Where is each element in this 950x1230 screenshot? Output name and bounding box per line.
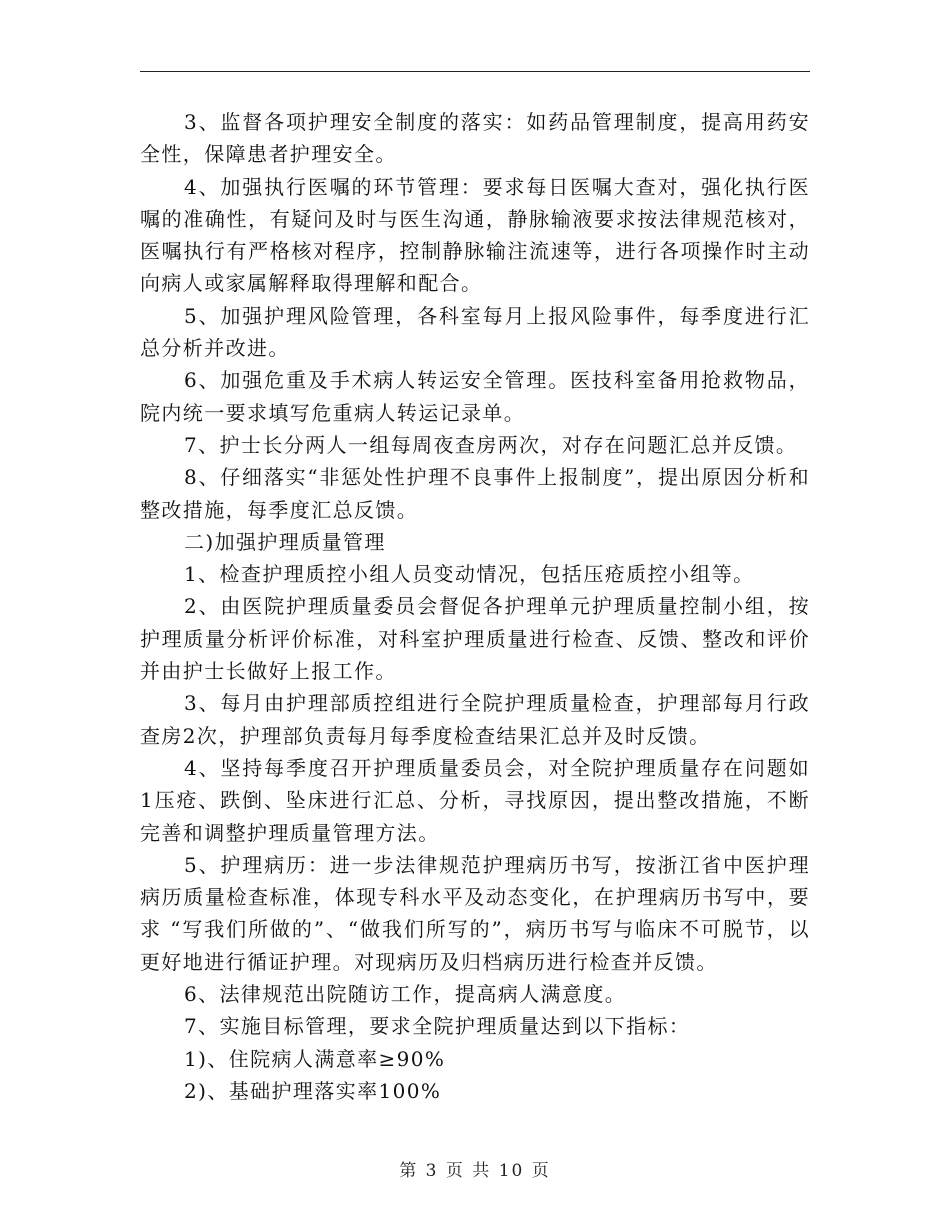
paragraph-safety-5: 5、加强护理风险管理，各科室每月上报风险事件，每季度进行汇总分析并改进。: [140, 303, 810, 361]
paragraph-safety-3: 3、监督各项护理安全制度的落实：如药品管理制度，提高用药安全性，保障患者护理安全。: [140, 110, 810, 167]
paragraph-quality-2: 2、由医院护理质量委员会督促各护理单元护理质量控制小组，按护理质量分析评价标准，对科室护理质量进行检查、反馈、整改和评价并由护士长做好上报工作。: [140, 594, 810, 684]
paragraph-quality-5: 5、护理病历：进一步法律规范护理病历书写，按浙江省中医护理病历质量检查标准，体现专科水平及动态变化，在护理病历书写中，要求 “写我们所做的”、“做我们所写的”，病历书写与临床不可脱节，以更好地进行循证护理。对现病历及归档病历进行检查并反馈。: [140, 852, 810, 974]
document-body: [140, 106, 810, 1107]
section-heading: 二)加强护理质量管理: [184, 529, 386, 554]
paragraph-quality-3: 3、每月由护理部质控组进行全院护理质量检查，护理部每月行政查房2次，护理部负责每月每季度检查结果汇总并及时反馈。: [140, 691, 810, 748]
paragraph-quality-7: 7、实施目标管理，要求全院护理质量达到以下指标：: [184, 1014, 691, 1039]
paragraph-safety-7: 7、护士长分两人一组每周夜查房两次，对存在问题汇总并反馈。: [184, 432, 798, 457]
paragraph-safety-6: 6、加强危重及手术病人转运安全管理。医技科室备用抢救物品，院内统一要求填写危重病人转运记录单。: [140, 368, 810, 425]
header-rule: [140, 71, 810, 72]
paragraph-safety-4: 4、加强执行医嘱的环节管理：要求每日医嘱大查对，强化执行医嘱的准确性，有疑问及时与医生沟通，静脉输液要求按法律规范核对，医嘱执行有严格核对程序，控制静脉输注流速等，进行各项操作时主动向病人或家属解释取得理解和配合。: [140, 174, 810, 296]
paragraph-safety-8: 8、仔细落实“非惩处性护理不良事件上报制度”，提出原因分析和整改措施，每季度汇总反馈。: [140, 465, 810, 522]
indicator-item-1: 1)、住院病人满意率≥90%: [184, 1046, 446, 1071]
paragraph-quality-1: 1、检查护理质控小组人员变动情况，包括压疮质控小组等。: [184, 562, 755, 587]
indicator-item-2: 2)、基础护理落实率100%: [184, 1078, 442, 1103]
paragraph-quality-6: 6、法律规范出院随访工作，提高病人满意度。: [184, 982, 627, 1007]
page-number: 第 3 页 共 10 页: [399, 1161, 551, 1181]
paragraph-quality-4: 4、坚持每季度召开护理质量委员会，对全院护理质量存在问题如1压疮、跌倒、坠床进行汇总、分析，寻找原因，提出整改措施，不断完善和调整护理质量管理方法。: [140, 755, 810, 845]
